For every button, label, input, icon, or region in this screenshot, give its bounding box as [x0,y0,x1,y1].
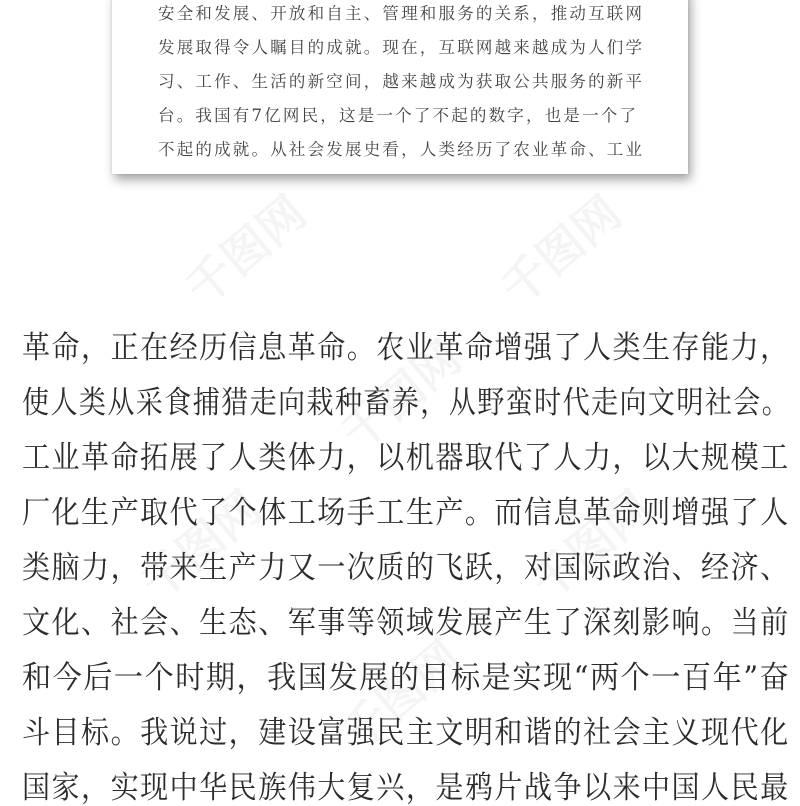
excerpt-line: 发展取得令人瞩目的成就。现在，互联网越来越成为人们学 [158,38,645,57]
watermark [485,178,633,317]
excerpt-line: 不起的成就。从社会发展史看，人类经历了农业革命、工业 [158,140,645,159]
body-text-line: 国家，实现中华民族伟大复兴，是鸦片战争以来中国人民最 [22,770,790,806]
body-text-line: 革命，正在经历信息革命。农业革命增强了人类生存能力， [22,330,790,366]
body-text-line: 使人类从采食捕猎走向栽种畜养，从野蛮时代走向文明社会。 [22,385,791,421]
body-text-line: 厂化生产取代了个体工场手工生产。而信息革命则增强了人 [22,495,790,531]
body-text-line: 和今后一个时期，我国发展的目标是实现“两个一百年”奋 [22,660,791,696]
excerpt-card [112,0,688,174]
excerpt-line: 习、工作、生活的新空间，越来越成为获取公共服务的新平 [158,72,645,91]
watermark [170,178,318,317]
body-text-line: 斗目标。我说过，建设富强民主文明和谐的社会主义现代化 [22,715,790,751]
body-text-line: 文化、社会、生态、军事等领域发展产生了深刻影响。当前 [22,605,790,641]
body-text-line: 工业革命拓展了人类体力，以机器取代了人力，以大规模工 [22,440,790,476]
excerpt-line: 台。我国有7亿网民，这是一个了不起的数字，也是一个了 [158,106,639,125]
body-text-line: 类脑力，带来生产力又一次质的飞跃，对国际政治、经济、 [22,550,790,586]
excerpt-line: 安全和发展、开放和自主、管理和服务的关系，推动互联网 [158,4,645,23]
